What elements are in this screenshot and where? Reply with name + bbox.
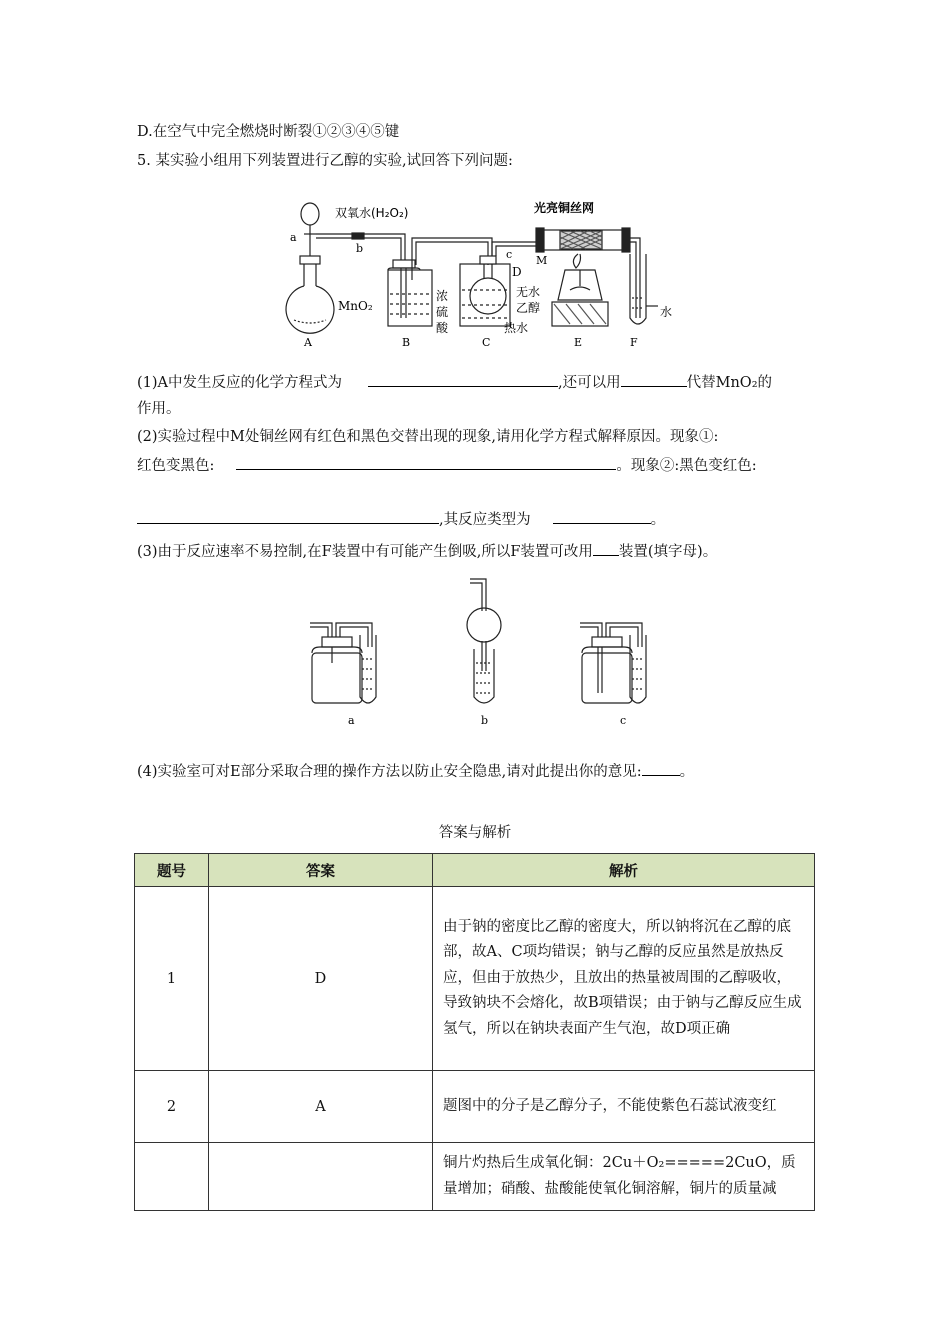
- q4-line: (4)实验室可对E部分采取合理的操作方法以防止安全隐患,请对此提出你的意见: 。: [137, 761, 694, 782]
- label-water: 水: [660, 305, 673, 319]
- label-a-valve: a: [290, 231, 297, 244]
- q3-line: (3)由于反应速率不易控制,在F装置中有可能产生倒吸,所以F装置可改用 装置(填字母)。: [137, 541, 717, 562]
- label-ethanol-2: 乙醇: [516, 301, 541, 315]
- label-copper-mesh: 光亮铜丝网: [534, 201, 595, 215]
- table-row: [135, 887, 815, 1071]
- label-b-joint: b: [356, 242, 364, 255]
- blank-q1-substitute[interactable]: [621, 372, 687, 387]
- option-d: D.在空气中完全燃烧时断裂①②③④⑤键: [137, 124, 400, 140]
- label-option-a: a: [348, 714, 355, 727]
- answers-header-row: [135, 854, 815, 887]
- label-hot-water: 热水: [504, 321, 529, 335]
- header-answer: 答案: [209, 854, 433, 887]
- alternatives-diagram: [300, 575, 670, 730]
- row-number: 1: [135, 887, 209, 1071]
- blank-q2-phenomenon2[interactable]: [137, 509, 439, 524]
- q2-line2: 红色变黑色: 。现象②:黑色变红色:: [137, 455, 757, 476]
- label-c-clamp: c: [506, 248, 513, 261]
- table-row: [135, 1071, 815, 1143]
- label-acid-1: 浓: [436, 289, 449, 303]
- label-option-c: c: [620, 714, 627, 727]
- label-option-b: b: [481, 714, 489, 727]
- row-analysis: 由于钠的密度比乙醇的密度大，所以钠将沉在乙醇的底部，故A、C项均错误；钠与乙醇的反应虽然是放热反应，但由于放热少，且放出的热量被周围的乙醇吸收，导致钠块不会熔化，故B项错误；由于钠与乙醇反应生成氢气，所以在钠块表面产生气泡，故D项正确: [433, 887, 815, 1071]
- row-answer: A: [209, 1071, 433, 1143]
- header-number: 题号: [135, 854, 209, 887]
- label-apparatus-f: F: [630, 336, 638, 349]
- blank-q3[interactable]: [593, 541, 619, 556]
- label-mno2: MnO₂: [338, 299, 373, 313]
- label-apparatus-e: E: [574, 336, 583, 349]
- label-apparatus-b: B: [402, 336, 411, 349]
- question-5-intro: 5. 某实验小组用下列装置进行乙醇的实验,试回答下列问题:: [137, 153, 513, 169]
- q2-line3: ,其反应类型为 。: [137, 509, 665, 530]
- header-analysis: 解析: [433, 854, 815, 887]
- answers-heading: 答案与解析: [438, 825, 512, 841]
- table-row: [135, 1143, 815, 1211]
- label-m: M: [536, 254, 548, 267]
- row-number: [135, 1143, 209, 1211]
- row-analysis: 题图中的分子是乙醇分子，不能使紫色石蕊试液变红: [433, 1071, 815, 1143]
- label-d: D: [512, 265, 522, 279]
- label-apparatus-c: C: [482, 336, 491, 349]
- apparatus-diagram: [280, 190, 680, 350]
- q1-line1: (1)A中发生反应的化学方程式为 ,还可以用 代替MnO₂的: [137, 372, 772, 393]
- answers-table: [134, 853, 815, 1211]
- blank-q4[interactable]: [642, 761, 680, 776]
- label-ethanol-1: 无水: [516, 285, 541, 299]
- label-apparatus-a: A: [304, 336, 312, 349]
- row-number: 2: [135, 1071, 209, 1143]
- label-acid-3: 酸: [436, 321, 449, 335]
- row-answer: D: [209, 887, 433, 1071]
- q2-line1: (2)实验过程中M处铜丝网有红色和黑色交替出现的现象,请用化学方程式解释原因。现象①:: [137, 429, 719, 445]
- blank-q2-phenomenon1[interactable]: [236, 455, 616, 470]
- label-h2o2: 双氧水(H₂O₂): [335, 206, 409, 220]
- blank-q1-equation[interactable]: [368, 372, 558, 387]
- q1-line2: 作用。: [137, 401, 181, 417]
- blank-q2-reaction-type[interactable]: [553, 509, 651, 524]
- row-answer: [209, 1143, 433, 1211]
- row-analysis: 铜片灼热后生成氧化铜：2Cu＋O₂=====2CuO，质量增加；硝酸、盐酸能使氧化铜溶解，铜片的质量减: [433, 1143, 815, 1211]
- label-acid-2: 硫: [436, 305, 449, 319]
